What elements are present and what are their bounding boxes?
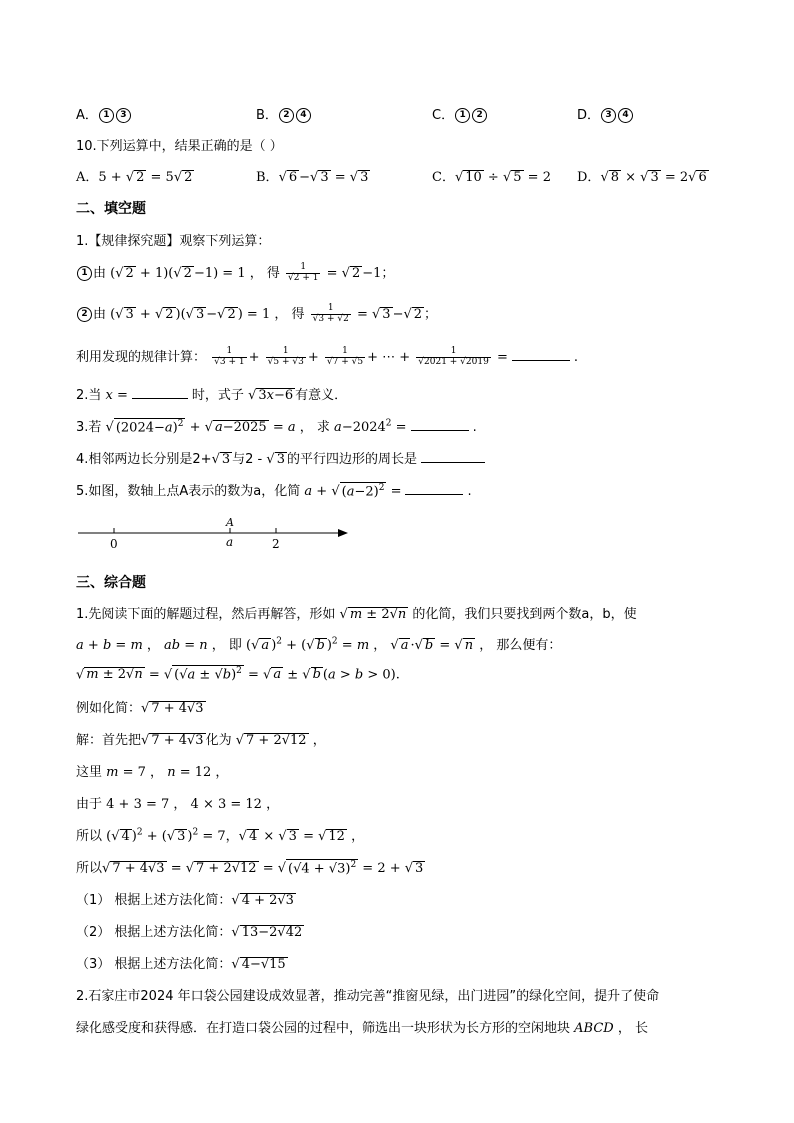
s3-q1-condition: a + b = m ， ab = n ， 即 (√ a )$^2$ + (√ b )$^2$ = m ， √ a ·√ b = √ n ， 那么便有： bbox=[76, 636, 562, 653]
s3-q1-part-2: （2） 根据上述方法化简：√ 13−2√42 bbox=[76, 925, 303, 940]
label-a: a bbox=[226, 535, 234, 549]
label-point-A: A bbox=[226, 516, 234, 529]
q10-option-b: B．√ 6 −√ 3 = √ 3 bbox=[256, 170, 369, 185]
s3-q1-solution-5: 所以√ 7 + 4√3 = √ 7 + 2√12 = √ $(√4 + √3)^2 = 2$ + √ 3 bbox=[76, 859, 424, 876]
s3-q1-intro: 1.先阅读下面的解题过程，然后再解答，形如 √ m ± 2√n 的化简，我们只要找到两个数a，b，使 bbox=[76, 607, 637, 622]
number-line-arrow-icon bbox=[338, 529, 348, 537]
s2-q4: 4.相邻两边长分别是2+√ 3 与2 - √ 3 的平行四边形的周长是 bbox=[76, 448, 489, 468]
s3-q1-solution-3: 由于 4 + 3 = 7 ， 4 × 3 = 12 ， bbox=[76, 797, 280, 812]
s2-q2: 2.当 x = 时，式子 √ 3x−6 有意义． bbox=[76, 388, 348, 403]
s2-q5: 5.如图，数轴上点A表示的数为a，化简 a + √ $(a-2)^2$ = . bbox=[76, 482, 472, 499]
s2-q3: 3.若 √ $(2024-a)^2$ + √ a−2025 = a ， 求 $a-2024^2$ = . bbox=[76, 418, 477, 435]
q9-option-b: B． 2 4 bbox=[256, 104, 312, 123]
s2-q1-line2: 2 由 (√ 3 + √ 2 )(√ 3 −√ 2 ) = 1 ， 得 $\frac{1}{√3 + √2}$ = √ 3 −√ 2 ； bbox=[76, 303, 437, 325]
s3-q1-solution-1: 解：首先把√ 7 + 4√3 化为 √ 7 + 2√12 ， bbox=[76, 733, 326, 748]
s2-q1-line1: 1 由 (√ 2 + 1)(√ 2 −1) = 1 ， 得 $\frac{1}{√2 + 1}$ = √ 2 −1； bbox=[76, 262, 394, 284]
q10-stem: 10.下列运算中，结果正确的是（ ） bbox=[76, 139, 283, 154]
section-heading-fill-in: 二、填空题 bbox=[76, 201, 146, 217]
number-line-figure bbox=[76, 513, 356, 553]
s3-q2-line1: 2.石家庄市2024 年口袋公园建设成效显著，推动完善“推窗见绿，出门进园”的绿化空间，提升了使命 bbox=[76, 989, 660, 1004]
section-heading-comprehensive: 三、综合题 bbox=[76, 575, 146, 591]
s3-q1-solution-2: 这里 m = 7 ， n = 12 ， bbox=[76, 765, 229, 780]
s3-q1-example: 例如化简：√ 7 + 4√3 bbox=[76, 701, 204, 716]
q10-option-a: A．5 + √ 2 = 5√ 2 bbox=[76, 170, 193, 185]
s3-q1-formula: √ m ± 2√n = √ $(√a \pm √b)^2$ = √ a ± √ b (a > b > 0). bbox=[76, 666, 400, 683]
s3-q1-part-1: （1） 根据上述方法化简：√ 4 + 2√3 bbox=[76, 893, 294, 908]
s2-q1-line3: 利用发现的规律计算： $\frac{1}{√3 + 1}$ + $\frac{1}{√5 + √3}$ + $\frac{1}{√7 + √5}$ + ⋯ + $\frac{1}{√2021 + √2019}$ = . bbox=[76, 346, 579, 367]
q9-option-d: D． 3 4 bbox=[577, 104, 634, 123]
s3-q2-line2: 绿化感受度和获得感．在打造口袋公园的过程中，筛选出一块形状为长方形的空闲地块 ABCD ， 长 bbox=[76, 1021, 648, 1036]
q9-option-c: C． 1 2 bbox=[432, 104, 488, 123]
label-zero: 0 bbox=[110, 537, 118, 551]
label-two: 2 bbox=[272, 537, 280, 551]
q9-option-a: A． 1 3 bbox=[76, 104, 132, 123]
s3-q1-solution-4: 所以 (√ 4 )$^2$ + (√ 3 )$^2$ = 7，√ 4 × √ 3 = √ 12 ， bbox=[76, 827, 365, 844]
s2-q1-intro: 1.【规律探究题】观察下列运算： bbox=[76, 234, 271, 249]
s3-q1-part-3: （3） 根据上述方法化简：√ 4−√15 bbox=[76, 957, 286, 972]
q10-option-d: D．√ 8 × √ 3 = 2√ 6 bbox=[577, 170, 707, 185]
q10-option-c: C．√ 10 ÷ √ 5 = 2 bbox=[432, 170, 551, 185]
